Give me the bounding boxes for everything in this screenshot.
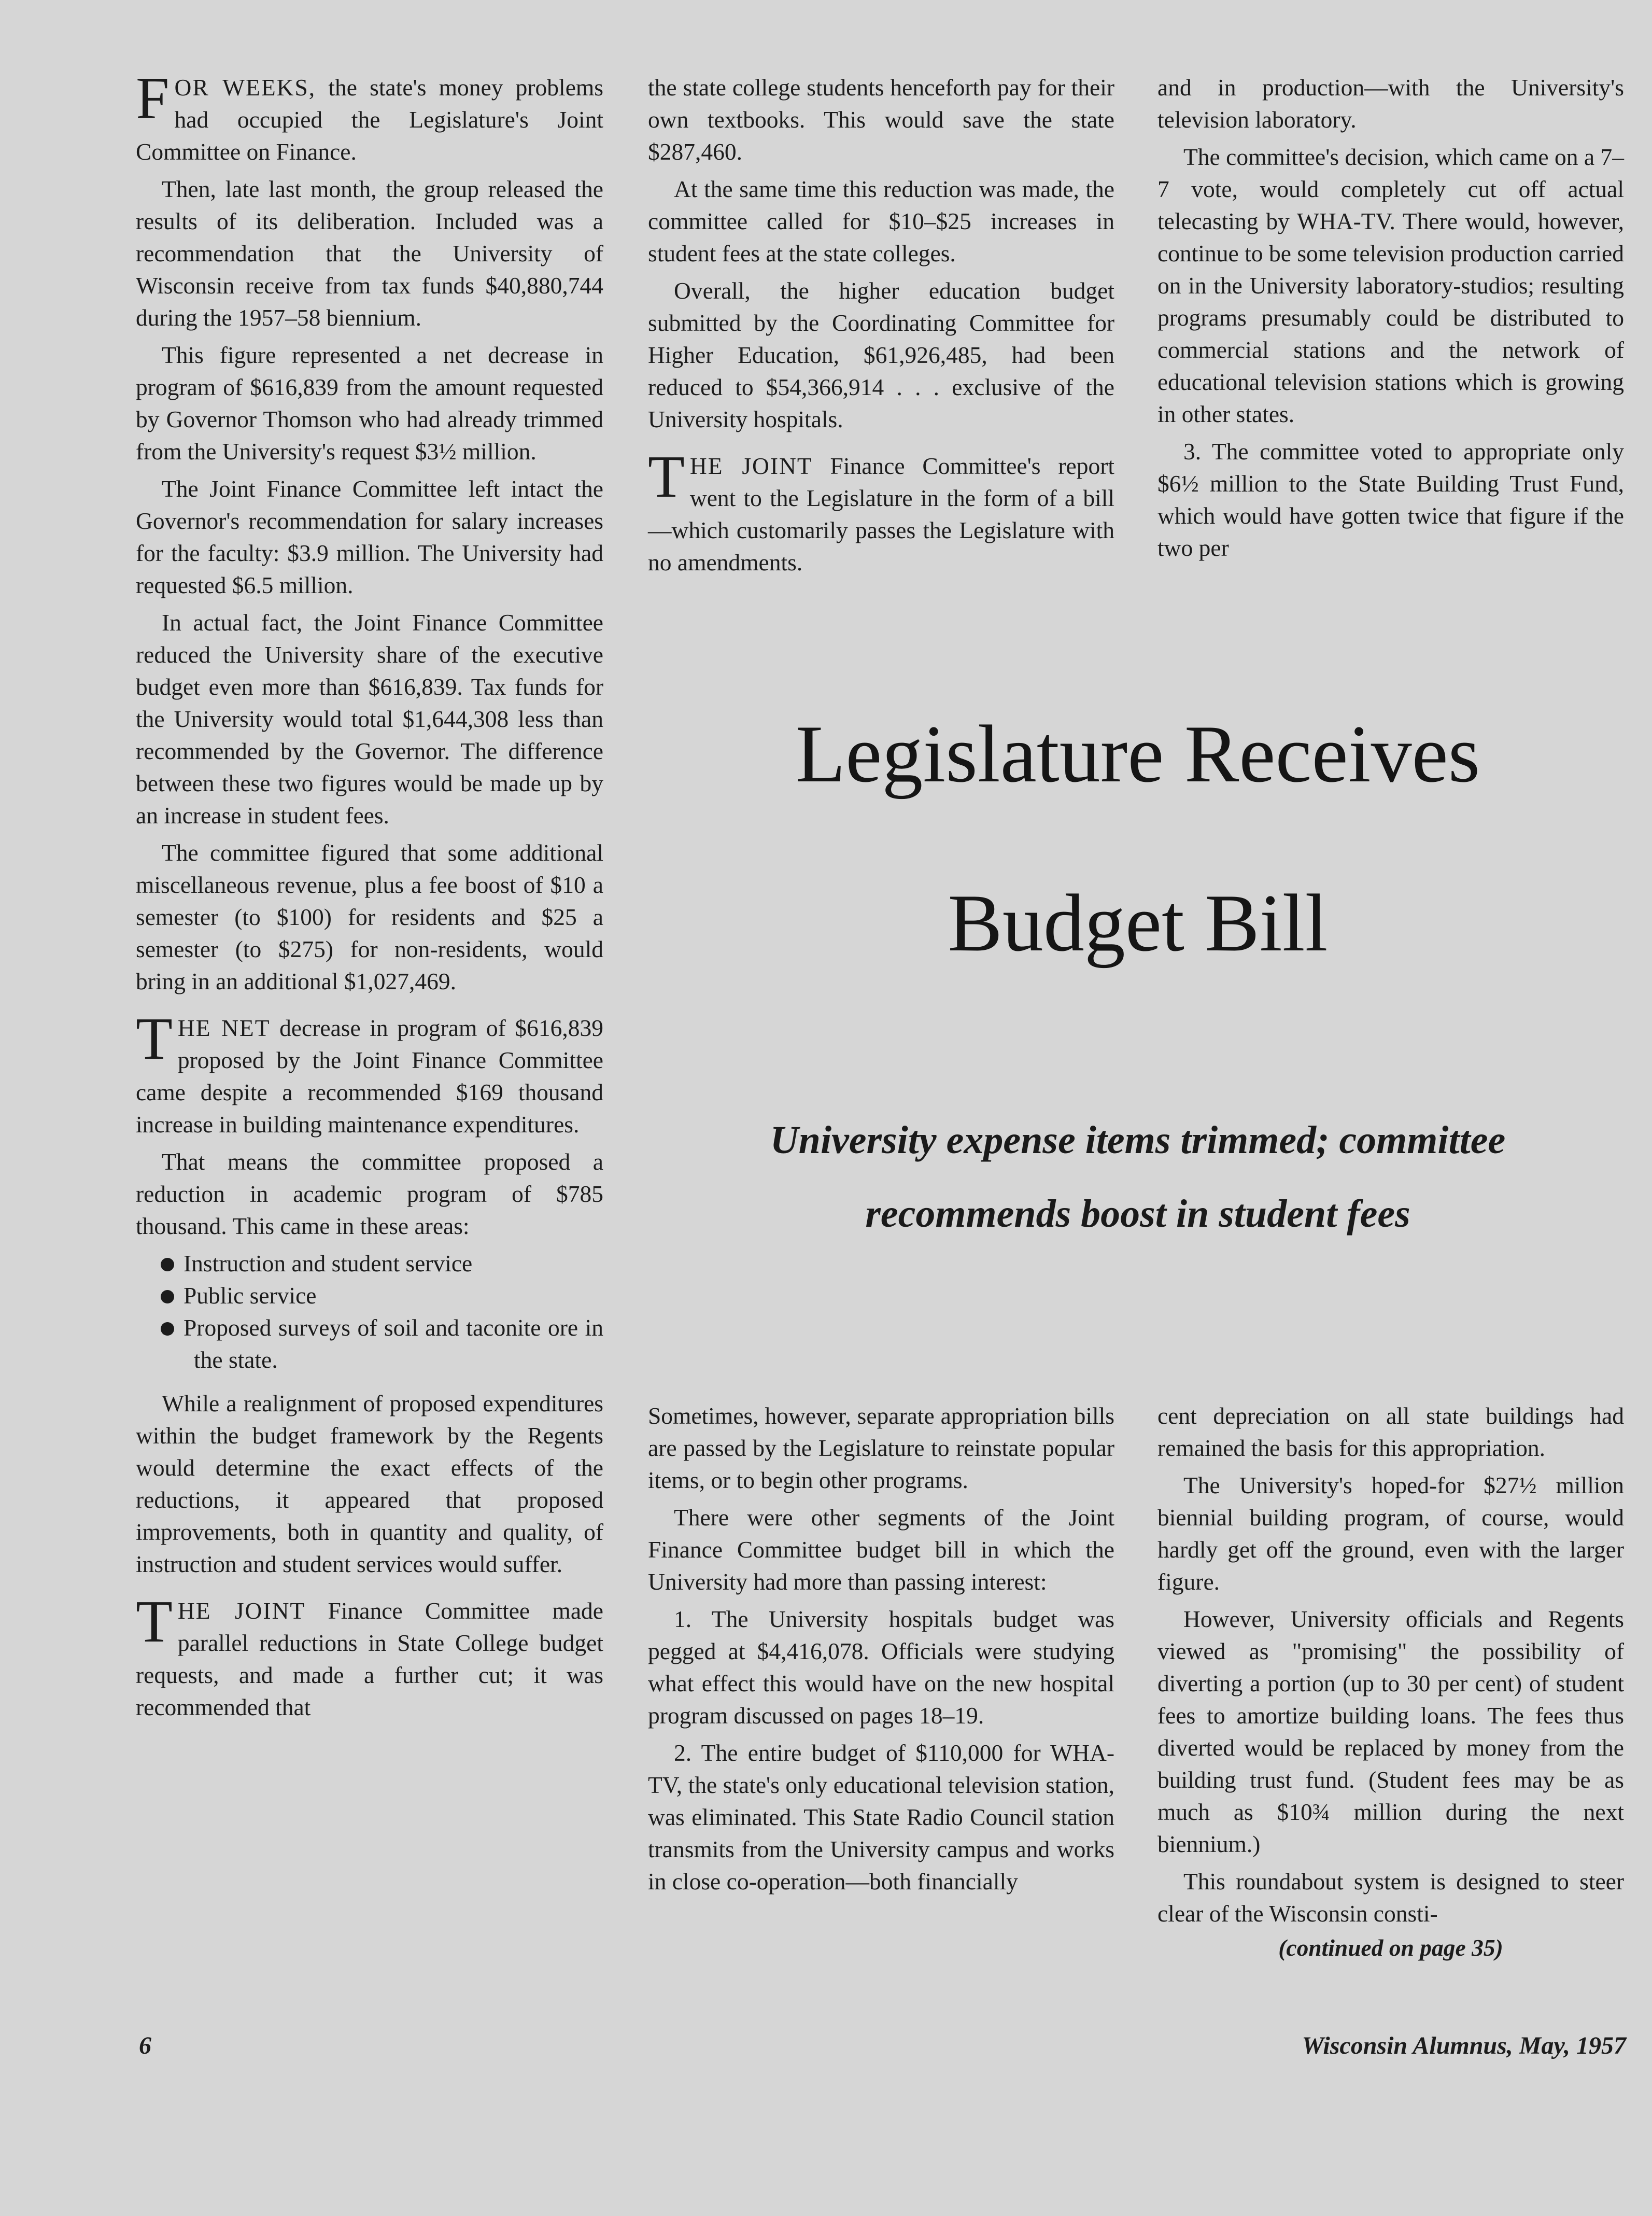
article-paragraph: This figure represented a net decrease in program of $616,839 from the amount requested by Governor Thomson who had already trimmed from the University's request $3½ million. — [136, 342, 603, 465]
article-paragraph: While a realignment of proposed expenditures within the budget framework by the Regents would determine the exact effects of the reductions, it appeared that proposed improvements, both in quantity and quality, of instruction and student services would suffer. — [136, 1390, 603, 1577]
article-paragraph: The Joint Finance Committee left intact the Governor's recommendation for salary increases for the faculty: $3.9 million. The University had requested $6.5 million. — [136, 475, 603, 598]
column-right-bottom — [1157, 1400, 1624, 1969]
bullet-item — [136, 1312, 603, 1376]
article-paragraph: and in production—with the University's television laboratory. — [1157, 74, 1624, 133]
bullet-icon — [161, 1322, 174, 1336]
article-paragraph: 2. The entire budget of $110,000 for WHA-TV, the state's only educational television station, was eliminated. This State Radio Council station transmits from the University campus and works in close co-operation—both financially — [648, 1740, 1114, 1895]
paragraph-text: Finance Committee made parallel reductions in State College budget requests, and made a further cut; it was recommended that — [136, 1597, 603, 1720]
article-paragraph — [136, 1006, 603, 1141]
column-right-top — [1157, 72, 1624, 569]
bullet-list — [136, 1247, 603, 1376]
headline-line-1: Legislature Receives — [795, 709, 1480, 800]
drop-cap: T — [136, 1006, 173, 1072]
article-paragraph — [648, 444, 1114, 579]
article-paragraph: In actual fact, the Joint Finance Committee reduced the University share of the executive budget even more than $616,839. Tax funds for the University would total $1,644,308 less than recommended by the Governor. The difference between these two figures would be made up by an increase in student fees. — [136, 609, 603, 829]
paragraph-text: decrease in program of $616,839 proposed by the Joint Finance Committee came despite a recommended $169 thousand increase in building maintenance expenditures. — [136, 1015, 603, 1138]
bullet-item — [136, 1280, 603, 1312]
page-number: 6 — [139, 2032, 151, 2059]
article-paragraph: The committee's decision, which came on a 7–7 vote, would completely cut off actual telecasting by WHA-TV. There would, however, continue to be some television production carried on in the University laboratory-studios; resulting programs presumably could be distributed to commercial stations and the network of educational television stations which is growing in other states. — [1157, 144, 1624, 427]
article-paragraph: 3. The committee voted to appropriate only $6½ million to the State Building Trust Fund, which would have gotten twice that figure if the two per — [1157, 438, 1624, 561]
article-paragraph: This roundabout system is designed to steer clear of the Wisconsin consti- — [1157, 1868, 1624, 1927]
paragraph-text: Finance Committee's report went to the Legislature in the form of a bill—which customarily passes the Legislature with no amendments. — [648, 453, 1114, 576]
article-paragraph — [136, 1589, 603, 1723]
article-paragraph: Overall, the higher education budget submitted by the Coordinating Committee for Higher Education, $61,926,485, had been reduced to $54,366,914 . . . exclusive of the University hospitals. — [648, 277, 1114, 432]
lead-in: OR WEEKS, — [174, 74, 316, 101]
paragraph-text: the state's money problems had occupied the Legislature's Joint Committee on Finance. — [136, 74, 603, 165]
article-paragraph: The committee figured that some additional miscellaneous revenue, plus a fee boost of $10 a semester (to $100) for residents and $25 a semester (to $275) for non-residents, would bring in an additional $1,027,469. — [136, 839, 603, 994]
article-paragraph: The University's hoped-for $27½ million biennial building program, of course, would hardly get off the ground, even with the larger figure. — [1157, 1472, 1624, 1595]
drop-cap: T — [136, 1589, 173, 1655]
article-paragraph: That means the committee proposed a reduction in academic program of $785 thousand. This came in these areas: — [136, 1148, 603, 1239]
drop-cap: T — [648, 444, 685, 510]
article-paragraph: There were other segments of the Joint Finance Committee budget bill in which the University had more than passing interest: — [648, 1504, 1114, 1595]
publication-info: Wisconsin Alumnus, May, 1957 — [1302, 2032, 1626, 2059]
subheadline-line-2: recommends boost in student fees — [865, 1192, 1410, 1236]
column-left — [136, 65, 603, 1729]
column-middle-bottom — [648, 1400, 1114, 1903]
column-middle-top — [648, 72, 1114, 584]
article-paragraph: Sometimes, however, separate appropriation bills are passed by the Legislature to reinstate popular items, or to begin other programs. — [648, 1402, 1114, 1493]
lead-in: HE JOINT — [177, 1597, 306, 1624]
bullet-item — [136, 1247, 603, 1280]
bullet-text: Instruction and student service — [183, 1250, 473, 1277]
bullet-text: Proposed surveys of soil and taconite ore in the state. — [183, 1314, 603, 1373]
drop-cap: F — [136, 65, 170, 132]
bullet-text: Public service — [183, 1282, 317, 1309]
article-paragraph: Then, late last month, the group released the results of its deliberation. Included was a recommendation that the University of Wisconsin receive from tax funds $40,880,744 during the 1957–58 biennium. — [136, 176, 603, 331]
bullet-icon — [161, 1258, 174, 1271]
article-paragraph: 1. The University hospitals budget was pegged at $4,416,078. Officials were studying what effect this would have on the new hospital program discussed on pages 18–19. — [648, 1606, 1114, 1729]
article-paragraph — [136, 65, 603, 168]
lead-in: HE NET — [177, 1015, 271, 1041]
headline-line-2: Budget Bill — [948, 878, 1328, 969]
article-paragraph: cent depreciation on all state buildings had remained the basis for this appropriation. — [1157, 1402, 1624, 1461]
article-paragraph: At the same time this reduction was made, the committee called for $10–$25 increases in student fees at the state colleges. — [648, 176, 1114, 267]
bullet-icon — [161, 1290, 174, 1303]
subheadline-line-1: University expense items trimmed; committee — [770, 1118, 1506, 1162]
article-paragraph: the state college students henceforth pay for their own textbooks. This would save the state $287,460. — [648, 74, 1114, 165]
lead-in: HE JOINT — [689, 453, 813, 479]
continued-note: (continued on page 35) — [1278, 1934, 1503, 1961]
article-paragraph: However, University officials and Regents viewed as "promising" the possibility of diverting a portion (up to 30 per cent) of student fees to amortize building loans. The fees thus diverted would be replaced by money from the building trust fund. (Student fees may be as much as $10¾ million during the next biennium.) — [1157, 1606, 1624, 1857]
